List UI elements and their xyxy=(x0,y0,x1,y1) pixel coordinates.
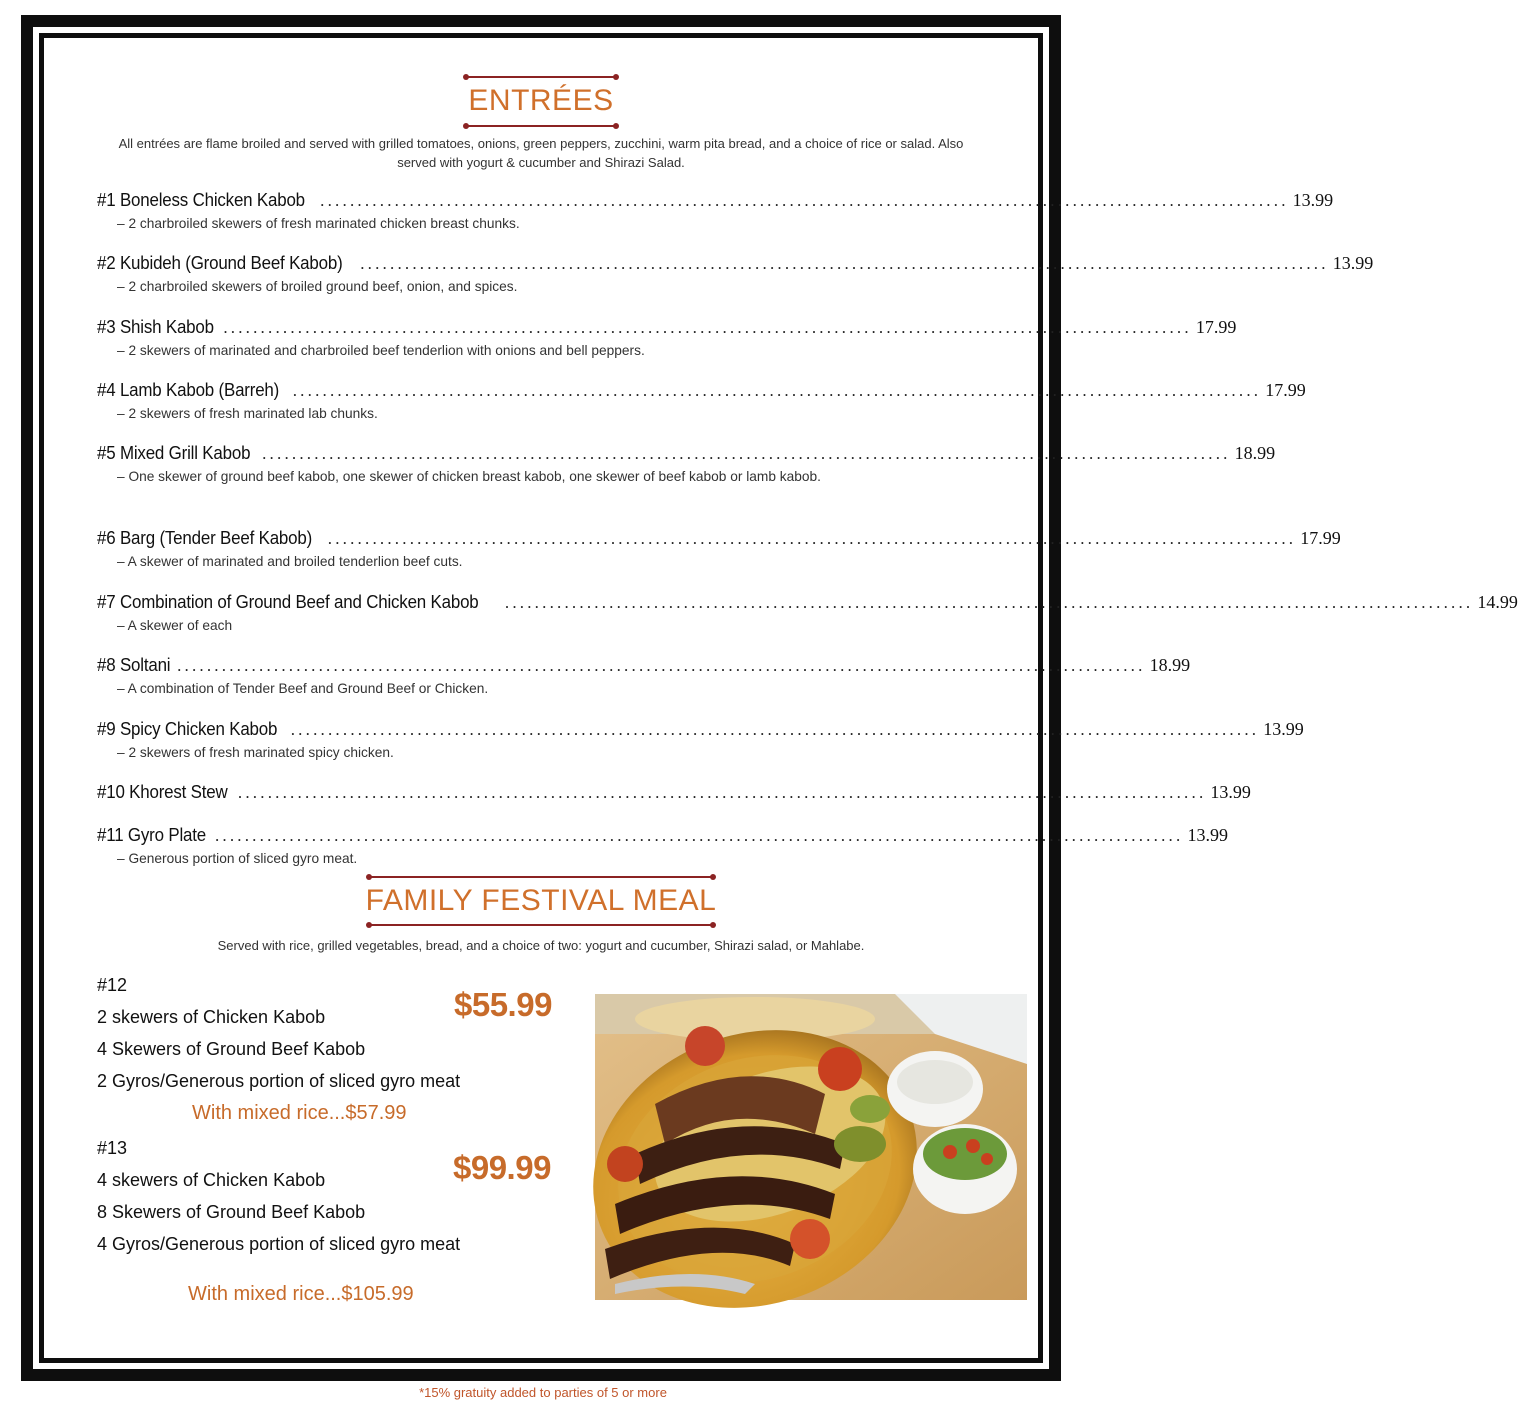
menu-frame-outer xyxy=(21,15,1518,1381)
item-price: 13.99 xyxy=(1263,719,1304,739)
meal-12-rice-price: With mixed rice...$57.99 xyxy=(192,1102,407,1124)
leader-dots: .................................................................................................................................. xyxy=(237,783,1207,802)
entrees-title: ENTRÉES xyxy=(468,84,614,117)
entrees-intro: All entrées are flame broiled and served with grilled tomatoes, onions, green peppers, zucchini, warm pita bread, and a choice of rice or salad. Also served with yogurt & cucumber and Shirazi Salad. xyxy=(118,136,964,170)
entrees-top-rule xyxy=(466,76,616,78)
item-price: 13.99 xyxy=(1210,782,1251,802)
item-description: – One skewer of ground beef kabob, one skewer of chicken breast kabob, one skewer of beef kabob or lamb kabob. xyxy=(117,468,821,484)
item-name: #4 Lamb Kabob (Barreh) xyxy=(97,380,280,400)
leader-dots: .................................................................................................................................. xyxy=(327,529,1297,548)
menu-item xyxy=(97,825,1228,867)
item-description: – Generous portion of sliced gyro meat. xyxy=(117,850,358,866)
item-description: – 2 skewers of marinated and charbroiled beef tenderlion with onions and bell peppers. xyxy=(117,342,645,358)
leader-dots: .................................................................................................................................. xyxy=(177,656,1146,675)
meal-13-line: 8 Skewers of Ground Beef Kabob xyxy=(97,1202,366,1222)
meal-13-line: 4 Gyros/Generous portion of sliced gyro meat xyxy=(97,1234,461,1254)
family-intro: Served with rice, grilled vegetables, bread, and a choice of two: yogurt and cucumber, Shirazi salad, or Mahlabe. xyxy=(217,938,865,953)
item-price: 18.99 xyxy=(1149,655,1191,675)
item-name: #11 Gyro Plate xyxy=(97,825,206,845)
meal-12-line: 4 Skewers of Ground Beef Kabob xyxy=(97,1039,366,1059)
meal-12-number: #12 xyxy=(97,975,128,995)
item-price: 14.99 xyxy=(1477,592,1518,612)
meal-13-line: 4 skewers of Chicken Kabob xyxy=(97,1170,326,1190)
item-description: – 2 skewers of fresh marinated spicy chicken. xyxy=(117,744,394,760)
item-price: 17.99 xyxy=(1195,317,1237,337)
leader-dots: .................................................................................................................................. xyxy=(292,381,1262,400)
family-top-rule xyxy=(369,876,713,878)
item-name: #6 Barg (Tender Beef Kabob) xyxy=(97,528,313,548)
family-title: FAMILY FESTIVAL MEAL xyxy=(365,884,717,917)
meal-13-number: #13 xyxy=(97,1138,128,1158)
family-bottom-rule xyxy=(369,924,713,926)
menu-item xyxy=(97,443,1276,485)
leader-dots: .................................................................................................................................. xyxy=(290,720,1260,739)
meal-12-line: 2 Gyros/Generous portion of sliced gyro meat xyxy=(97,1071,461,1091)
leader-dots: .................................................................................................................................. xyxy=(320,191,1289,210)
leader-dots: .................................................................................................................................. xyxy=(360,254,1329,273)
item-price: 13.99 xyxy=(1332,253,1374,273)
item-description: – A skewer of each xyxy=(117,617,233,633)
leader-dots: .................................................................................................................................. xyxy=(214,826,1184,845)
leader-dots: .................................................................................................................................. xyxy=(504,593,1474,612)
item-name: #8 Soltani xyxy=(97,655,171,675)
item-price: 13.99 xyxy=(1292,190,1334,210)
meal-12-price: $55.99 xyxy=(454,986,552,1023)
item-description: – 2 charbroiled skewers of broiled ground beef, onion, and spices. xyxy=(117,278,518,294)
item-description: – 2 skewers of fresh marinated lab chunks. xyxy=(117,405,378,421)
item-description: – A skewer of marinated and broiled tenderlion beef cuts. xyxy=(117,553,463,569)
menu-item xyxy=(97,380,1306,422)
item-name: #10 Khorest Stew xyxy=(97,782,228,802)
meal-12-line: 2 skewers of Chicken Kabob xyxy=(97,1007,326,1027)
menu-item xyxy=(97,253,1374,295)
menu-item xyxy=(97,528,1341,570)
menu-item xyxy=(97,317,1237,359)
menu-frame-gap xyxy=(33,27,1518,1369)
meal-13-price: $99.99 xyxy=(453,1149,551,1186)
item-name: #7 Combination of Ground Beef and Chicken Kabob xyxy=(97,592,479,612)
entrees-bottom-rule xyxy=(466,125,616,127)
gratuity-footnote: *15% gratuity added to parties of 5 or more xyxy=(419,1385,667,1400)
menu-item xyxy=(97,190,1334,232)
menu-item xyxy=(97,592,1518,634)
menu-frame-inner xyxy=(39,33,1518,1363)
item-price: 17.99 xyxy=(1265,380,1306,400)
item-name: #1 Boneless Chicken Kabob xyxy=(97,190,305,210)
item-description: – 2 charbroiled skewers of fresh marinated chicken breast chunks. xyxy=(117,215,520,231)
menu-item xyxy=(97,655,1191,697)
item-price: 17.99 xyxy=(1300,528,1341,548)
menu-item xyxy=(97,782,1251,806)
meal-13-rice-price: With mixed rice...$105.99 xyxy=(188,1283,414,1305)
menu-page xyxy=(44,38,1518,1358)
item-price: 18.99 xyxy=(1234,443,1276,463)
leader-dots: .................................................................................................................................. xyxy=(223,318,1192,337)
menu-item xyxy=(97,719,1304,761)
item-name: #3 Shish Kabob xyxy=(97,317,214,337)
item-name: #9 Spicy Chicken Kabob xyxy=(97,719,278,739)
leader-dots: .................................................................................................................................. xyxy=(262,444,1231,463)
item-name: #2 Kubideh (Ground Beef Kabob) xyxy=(97,253,343,273)
item-description: – A combination of Tender Beef and Ground Beef or Chicken. xyxy=(117,680,489,696)
item-name: #5 Mixed Grill Kabob xyxy=(97,443,251,463)
kabob-platter-photo xyxy=(595,994,1027,1300)
item-price: 13.99 xyxy=(1187,825,1228,845)
